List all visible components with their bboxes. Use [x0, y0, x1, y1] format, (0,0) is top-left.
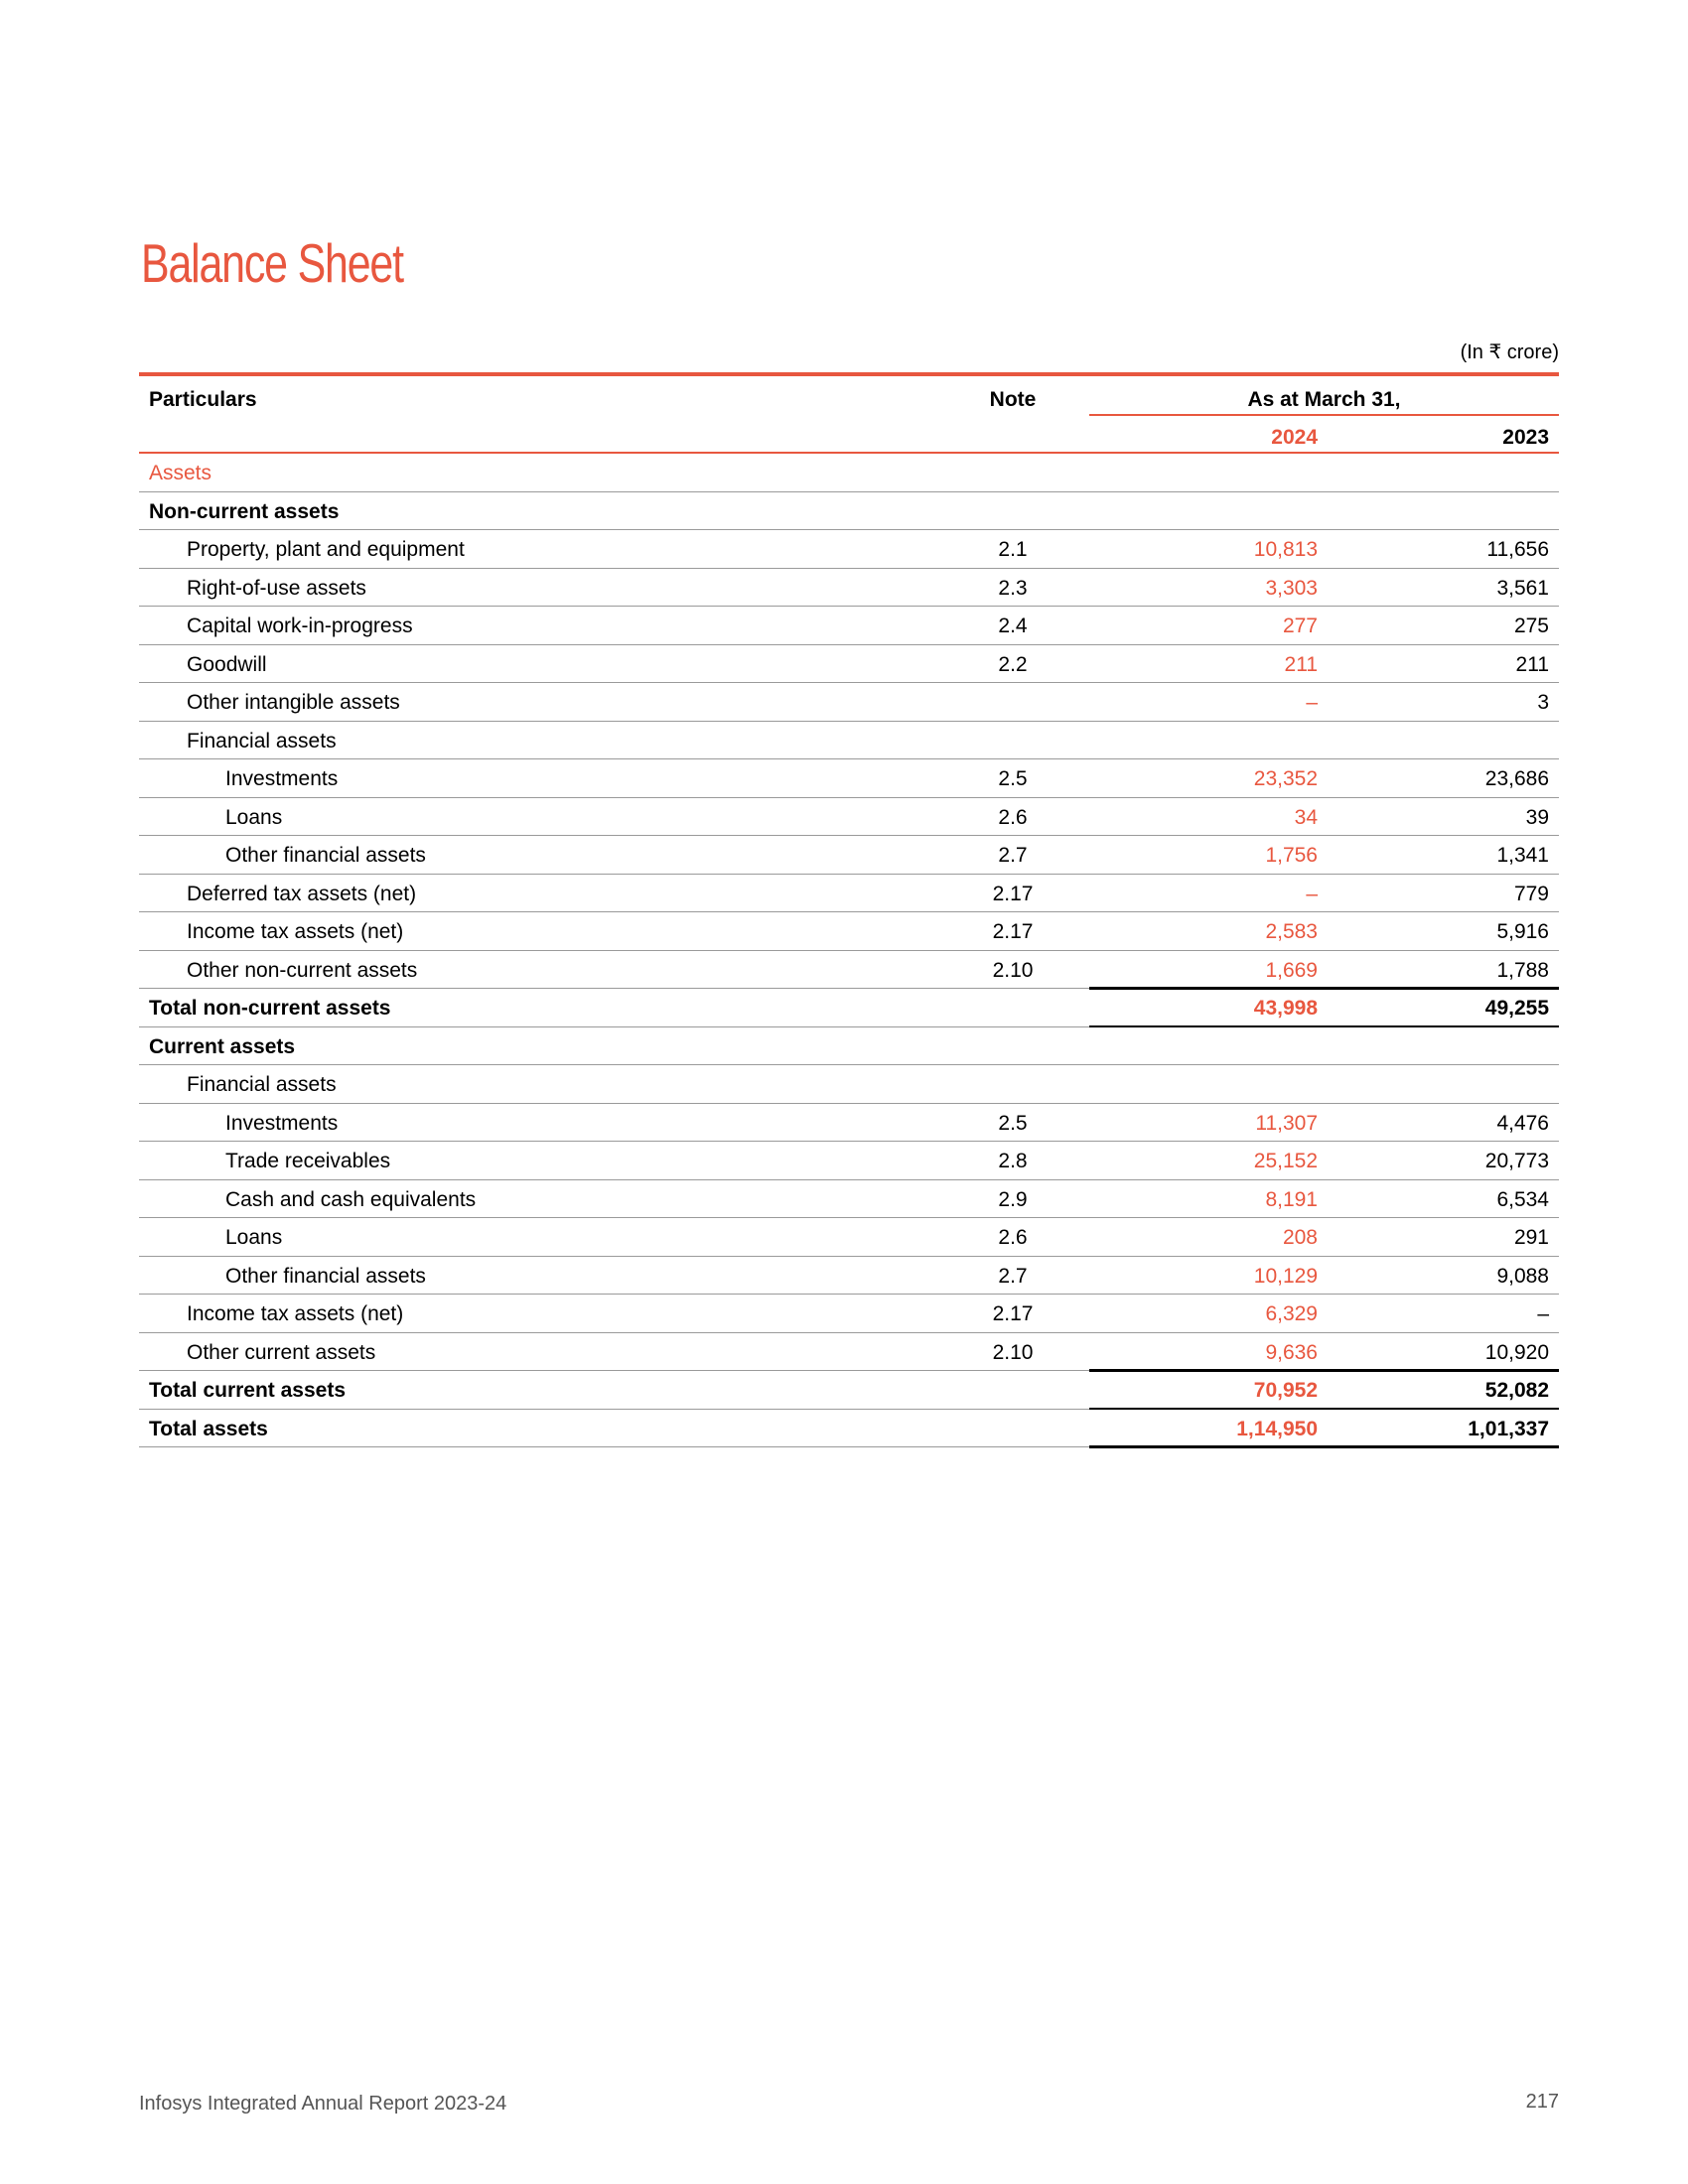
row-label: Trade receivables	[225, 1150, 391, 1172]
table-row	[139, 1410, 1559, 1448]
row-label: Capital work-in-progress	[187, 614, 413, 637]
row-value-2023: 39	[1525, 805, 1549, 829]
row-value-2024: 9,636	[1265, 1340, 1318, 1364]
page-title: Balance Sheet	[141, 232, 403, 294]
row-label: Deferred tax assets (net)	[187, 882, 417, 905]
row-note: 2.17	[992, 882, 1034, 905]
row-label: Financial assets	[187, 729, 337, 752]
balance-sheet-table	[139, 372, 1559, 1447]
row-value-2023: 49,255	[1484, 997, 1549, 1020]
row-note: 2.9	[998, 1187, 1028, 1211]
row-value-2023: 1,01,337	[1468, 1417, 1549, 1440]
row-label: Total non-current assets	[149, 997, 391, 1020]
row-note: 2.4	[998, 614, 1028, 637]
row-value-2024: 8,191	[1265, 1187, 1318, 1211]
row-value-2024: –	[1306, 882, 1318, 905]
row-value-2024: 23,352	[1253, 767, 1318, 790]
table-row	[139, 683, 1559, 722]
row-note: 2.17	[992, 920, 1034, 943]
row-label: Other intangible assets	[187, 691, 400, 714]
row-note: 2.8	[998, 1150, 1028, 1172]
table-row	[139, 530, 1559, 569]
table-row	[139, 912, 1559, 951]
header-particulars: Particulars	[149, 388, 257, 411]
row-value-2024: 1,14,950	[1236, 1417, 1318, 1440]
row-value-2024: 11,307	[1255, 1111, 1318, 1135]
table-row	[139, 1218, 1559, 1257]
table-row	[139, 1333, 1559, 1372]
row-value-2024: 211	[1284, 652, 1318, 676]
header-as-at: As at March 31,	[1247, 388, 1401, 411]
row-label: Other financial assets	[225, 844, 426, 867]
row-value-2024: 1,756	[1265, 844, 1318, 867]
row-value-2024: 70,952	[1253, 1379, 1318, 1402]
row-label: Other current assets	[187, 1340, 376, 1364]
row-label: Current assets	[149, 1034, 296, 1058]
row-value-2023: 779	[1513, 882, 1549, 905]
row-value-2023: 211	[1515, 652, 1549, 676]
row-value-2024: 6,329	[1265, 1302, 1318, 1325]
row-value-2024: 25,152	[1253, 1150, 1318, 1172]
row-note: 2.5	[998, 767, 1028, 790]
row-note: 2.5	[998, 1111, 1028, 1135]
header-year-2023: 2023	[1502, 426, 1549, 449]
row-note: 2.10	[992, 1340, 1034, 1364]
row-label: Loans	[225, 1226, 283, 1249]
row-note: 2.7	[998, 844, 1028, 867]
table-row	[139, 951, 1559, 990]
table-row	[139, 492, 1559, 531]
table-row	[139, 1027, 1559, 1066]
row-value-2023: 52,082	[1484, 1379, 1549, 1402]
table-row	[139, 1257, 1559, 1296]
table-row	[139, 722, 1559, 760]
table-row	[139, 569, 1559, 608]
row-label: Non-current assets	[149, 499, 340, 523]
row-label: Income tax assets (net)	[187, 920, 404, 943]
row-label: Investments	[225, 1111, 339, 1135]
row-label: Investments	[225, 767, 339, 790]
row-label: Income tax assets (net)	[187, 1302, 404, 1325]
row-label: Goodwill	[187, 652, 267, 676]
row-value-2023: 1,341	[1496, 844, 1549, 867]
row-value-2024: 3,303	[1265, 576, 1318, 600]
table-row	[139, 1104, 1559, 1143]
unit-label: (In ₹ crore)	[1460, 341, 1559, 363]
row-label: Other non-current assets	[187, 958, 418, 982]
row-value-2024: –	[1306, 691, 1318, 714]
row-value-2023: 3,561	[1496, 576, 1549, 600]
row-label: Total current assets	[149, 1379, 347, 1402]
table-row	[139, 875, 1559, 913]
row-value-2023: 291	[1513, 1226, 1549, 1249]
row-value-2023: 3	[1537, 691, 1549, 714]
table-row	[139, 607, 1559, 645]
row-value-2023: –	[1537, 1302, 1549, 1325]
row-label: Other financial assets	[225, 1264, 426, 1288]
table-row	[139, 836, 1559, 875]
row-value-2023: 6,534	[1496, 1187, 1549, 1211]
row-value-2023: 4,476	[1496, 1111, 1549, 1135]
row-note: 2.3	[998, 576, 1028, 600]
row-value-2024: 1,669	[1265, 958, 1318, 982]
table-row	[139, 989, 1559, 1027]
row-value-2023: 275	[1513, 614, 1549, 637]
row-label: Financial assets	[187, 1073, 337, 1096]
row-label: Assets	[149, 462, 212, 484]
table-row	[139, 1065, 1559, 1104]
table-row	[139, 1371, 1559, 1410]
row-note: 2.17	[992, 1302, 1034, 1325]
row-value-2023: 5,916	[1496, 920, 1549, 943]
row-value-2024: 277	[1282, 614, 1318, 637]
row-note: 2.6	[998, 1226, 1028, 1249]
row-value-2024: 43,998	[1253, 997, 1318, 1020]
row-value-2024: 208	[1282, 1226, 1318, 1249]
table-row	[139, 759, 1559, 798]
footer-report-title: Infosys Integrated Annual Report 2023-24	[139, 2093, 507, 2115]
header-note: Note	[989, 388, 1037, 411]
table-header	[139, 376, 1559, 454]
table-row	[139, 1180, 1559, 1219]
table-row	[139, 645, 1559, 684]
row-note: 2.6	[998, 805, 1028, 829]
row-note: 2.10	[992, 958, 1034, 982]
row-value-2023: 20,773	[1484, 1150, 1549, 1172]
header-year-2024: 2024	[1271, 426, 1318, 449]
header-divider	[1089, 414, 1559, 416]
row-label: Right-of-use assets	[187, 576, 366, 600]
row-note: 2.1	[998, 538, 1028, 561]
row-value-2024: 10,129	[1253, 1264, 1318, 1288]
row-value-2024: 10,813	[1253, 538, 1318, 561]
row-note: 2.2	[998, 652, 1028, 676]
row-value-2023: 23,686	[1484, 767, 1549, 790]
row-value-2024: 34	[1294, 805, 1318, 829]
table-row	[139, 1295, 1559, 1333]
row-label: Cash and cash equivalents	[225, 1187, 477, 1211]
table-row	[139, 798, 1559, 837]
row-label: Property, plant and equipment	[187, 538, 465, 561]
row-value-2023: 11,656	[1486, 538, 1549, 561]
row-value-2024: 2,583	[1265, 920, 1318, 943]
row-value-2023: 1,788	[1496, 958, 1549, 982]
row-label: Total assets	[149, 1417, 268, 1440]
row-label: Loans	[225, 805, 283, 829]
page-number: 217	[1525, 2091, 1559, 2113]
table-row	[139, 1142, 1559, 1180]
row-value-2023: 10,920	[1484, 1340, 1549, 1364]
table-row	[139, 454, 1559, 492]
table-body	[139, 454, 1559, 1447]
row-value-2023: 9,088	[1496, 1264, 1549, 1288]
row-note: 2.7	[998, 1264, 1028, 1288]
